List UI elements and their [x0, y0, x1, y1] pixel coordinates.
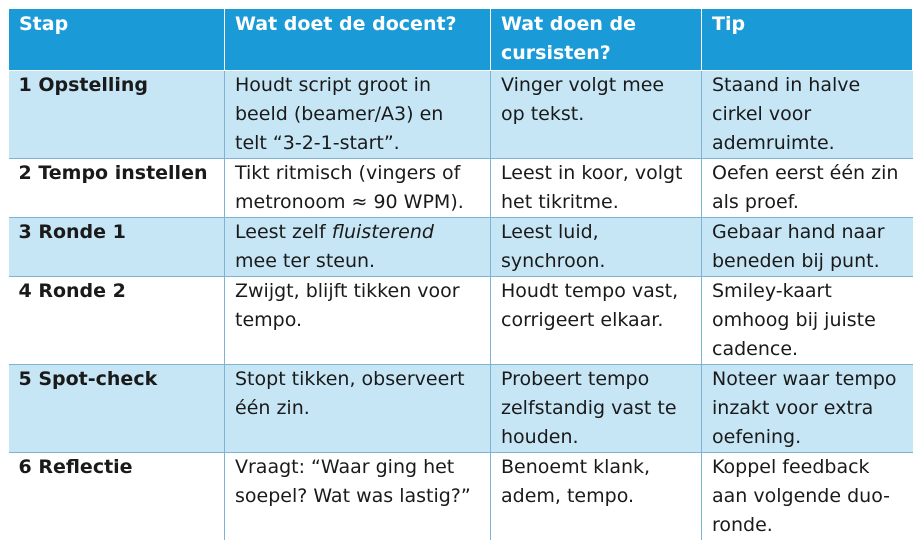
cell-tip: Gebaar hand naar beneden bij punt. — [702, 218, 913, 277]
cell-docent-text-end: mee ter steun. — [235, 250, 376, 272]
cell-stap: 3 Ronde 1 — [9, 218, 225, 277]
header-tip: Tip — [702, 9, 913, 71]
cell-cursisten: Leest luid, synchroon. — [491, 218, 702, 277]
cell-tip: Staand in halve cirkel voor ademruimte. — [702, 71, 913, 159]
cell-tip: Smiley-kaart omhoog bij juiste cadence. — [702, 277, 913, 365]
cell-docent: Houdt script groot in beeld (beamer/A3) en telt “3-2-1-start”. — [225, 71, 491, 159]
cell-docent: Vraagt: “Waar ging het soepel? Wat was lastig?” — [225, 453, 491, 541]
cell-stap: 1 Opstelling — [9, 71, 225, 159]
cell-docent-text: Leest zelf — [235, 221, 332, 243]
cell-cursisten: Leest in koor, volgt het tikritme. — [491, 159, 702, 218]
cell-tip: Koppel feedback aan volgende duo-ronde. — [702, 453, 913, 541]
cell-cursisten: Benoemt klank, adem, tempo. — [491, 453, 702, 541]
header-stap: Stap — [9, 9, 225, 71]
table-row — [9, 277, 913, 365]
cell-docent: Tikt ritmisch (vingers of metronoom ≈ 90 WPM). — [225, 159, 491, 218]
cell-docent-emphasis: fluisterend — [331, 221, 434, 243]
cell-stap: 2 Tempo instellen — [9, 159, 225, 218]
table-row — [9, 159, 913, 218]
cell-stap: 6 Reflectie — [9, 453, 225, 541]
table-row — [9, 218, 913, 277]
table-row — [9, 71, 913, 159]
cell-docent: Zwijgt, blijft tikken voor tempo. — [225, 277, 491, 365]
cell-stap: 5 Spot-check — [9, 365, 225, 453]
lesson-steps-table — [8, 8, 913, 540]
cell-stap: 4 Ronde 2 — [9, 277, 225, 365]
cell-tip: Noteer waar tempo inzakt voor extra oefening. — [702, 365, 913, 453]
cell-tip: Oefen eerst één zin als proef. — [702, 159, 913, 218]
table-row — [9, 453, 913, 541]
table-body — [9, 71, 913, 541]
table-row — [9, 365, 913, 453]
header-row — [9, 9, 913, 71]
header-cursisten: Wat doen de cursisten? — [491, 9, 702, 71]
cell-cursisten: Probeert tempo zelfstandig vast te houden. — [491, 365, 702, 453]
cell-docent — [225, 218, 491, 277]
table-header — [9, 9, 913, 71]
cell-cursisten: Vinger volgt mee op tekst. — [491, 71, 702, 159]
header-docent: Wat doet de docent? — [225, 9, 491, 71]
cell-cursisten: Houdt tempo vast, corrigeert elkaar. — [491, 277, 702, 365]
cell-docent: Stopt tikken, observeert één zin. — [225, 365, 491, 453]
